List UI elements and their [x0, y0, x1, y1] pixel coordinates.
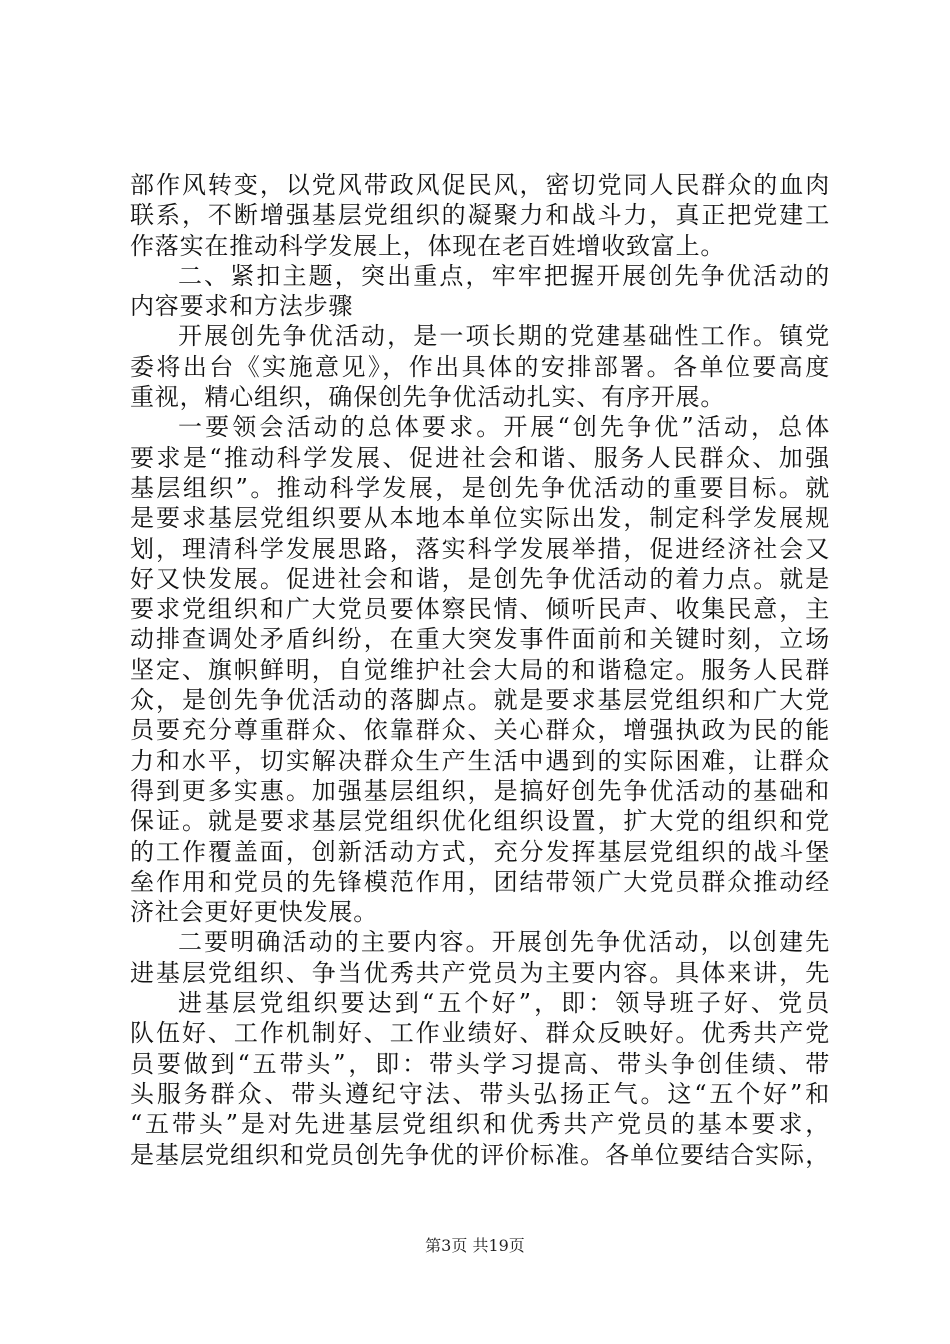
body-text-line: 垒作用和党员的先锋模范作用，团结带领广大党员群众推动经 [130, 867, 830, 896]
body-text-line: 作落实在推动科学发展上，体现在老百姓增收致富上。 [130, 231, 726, 260]
body-text-line: 开展创先争优活动，是一项长期的党建基础性工作。镇党 [178, 322, 830, 351]
body-text-line: 众，是创先争优活动的落脚点。就是要求基层党组织和广大党 [130, 686, 830, 715]
body-text-line: 重视，精心组织，确保创先争优活动扎实、有序开展。 [130, 383, 726, 412]
body-text-line: 要求是“推动科学发展、促进社会和谐、服务人民群众、加强 [130, 443, 830, 472]
document-body [130, 170, 830, 1170]
body-text-line: “五带头”是对先进基层党组织和优秀共产党员的基本要求， [130, 1110, 830, 1139]
body-text-line: 要求党组织和广大党员要体察民情、倾听民声、收集民意，主 [130, 595, 830, 624]
body-text-line: 联系，不断增强基层党组织的凝聚力和战斗力，真正把党建工 [130, 201, 830, 230]
body-text-line: 得到更多实惠。加强基层组织，是搞好创先争优活动的基础和 [130, 776, 830, 805]
body-text-line: 是基层党组织和党员创先争优的评价标准。各单位要结合实际， [130, 1140, 830, 1169]
body-text-line: 一要领会活动的总体要求。开展“创先争优”活动，总体 [178, 413, 830, 442]
body-text-line: 划，理清科学发展思路，落实科学发展举措，促进经济社会又 [130, 534, 830, 563]
body-text-line: 的工作覆盖面，创新活动方式，充分发挥基层党组织的战斗堡 [130, 837, 830, 866]
body-text-line: 好又快发展。促进社会和谐，是创先争优活动的着力点。就是 [130, 564, 830, 593]
body-text-line: 进基层党组织、争当优秀共产党员为主要内容。具体来讲，先 [130, 958, 830, 987]
page-footer: 第3页 共19页 [425, 1236, 525, 1255]
body-text-line: 二要明确活动的主要内容。开展创先争优活动，以创建先 [178, 928, 830, 957]
body-text-line: 动排查调处矛盾纠纷，在重大突发事件面前和关键时刻，立场 [130, 625, 830, 654]
body-text-line: 坚定、旗帜鲜明，自觉维护社会大局的和谐稳定。服务人民群 [130, 655, 830, 684]
body-text-line: 是要求基层党组织要从本地本单位实际出发，制定科学发展规 [130, 504, 830, 533]
body-text-line: 力和水平，切实解决群众生产生活中遇到的实际困难，让群众 [130, 746, 830, 775]
body-text-line: 委将出台《实施意见》，作出具体的安排部署。各单位要高度 [130, 352, 830, 381]
body-text-line: 进基层党组织要达到“五个好”，即：领导班子好、党员 [178, 989, 830, 1018]
body-text-line: 基层组织”。推动科学发展，是创先争优活动的重要目标。就 [130, 473, 830, 502]
body-text-line: 部作风转变，以党风带政风促民风，密切党同人民群众的血肉 [130, 171, 830, 199]
body-text-line: 保证。就是要求基层党组织优化组织设置，扩大党的组织和党 [130, 807, 830, 836]
body-text-line: 二、紧扣主题，突出重点，牢牢把握开展创先争优活动的 [178, 261, 830, 290]
body-text-line: 队伍好、工作机制好、工作业绩好、群众反映好。优秀共产党 [130, 1019, 830, 1048]
body-text-line: 济社会更好更快发展。 [130, 898, 378, 927]
body-text-line: 员要做到“五带头”，即：带头学习提高、带头争创佳绩、带 [130, 1049, 830, 1078]
body-text-line: 员要充分尊重群众、依靠群众、关心群众，增强执政为民的能 [130, 716, 830, 745]
body-text-line: 内容要求和方法步骤 [130, 292, 354, 321]
body-text-line: 头服务群众、带头遵纪守法、带头弘扬正气。这“五个好”和 [130, 1079, 830, 1108]
